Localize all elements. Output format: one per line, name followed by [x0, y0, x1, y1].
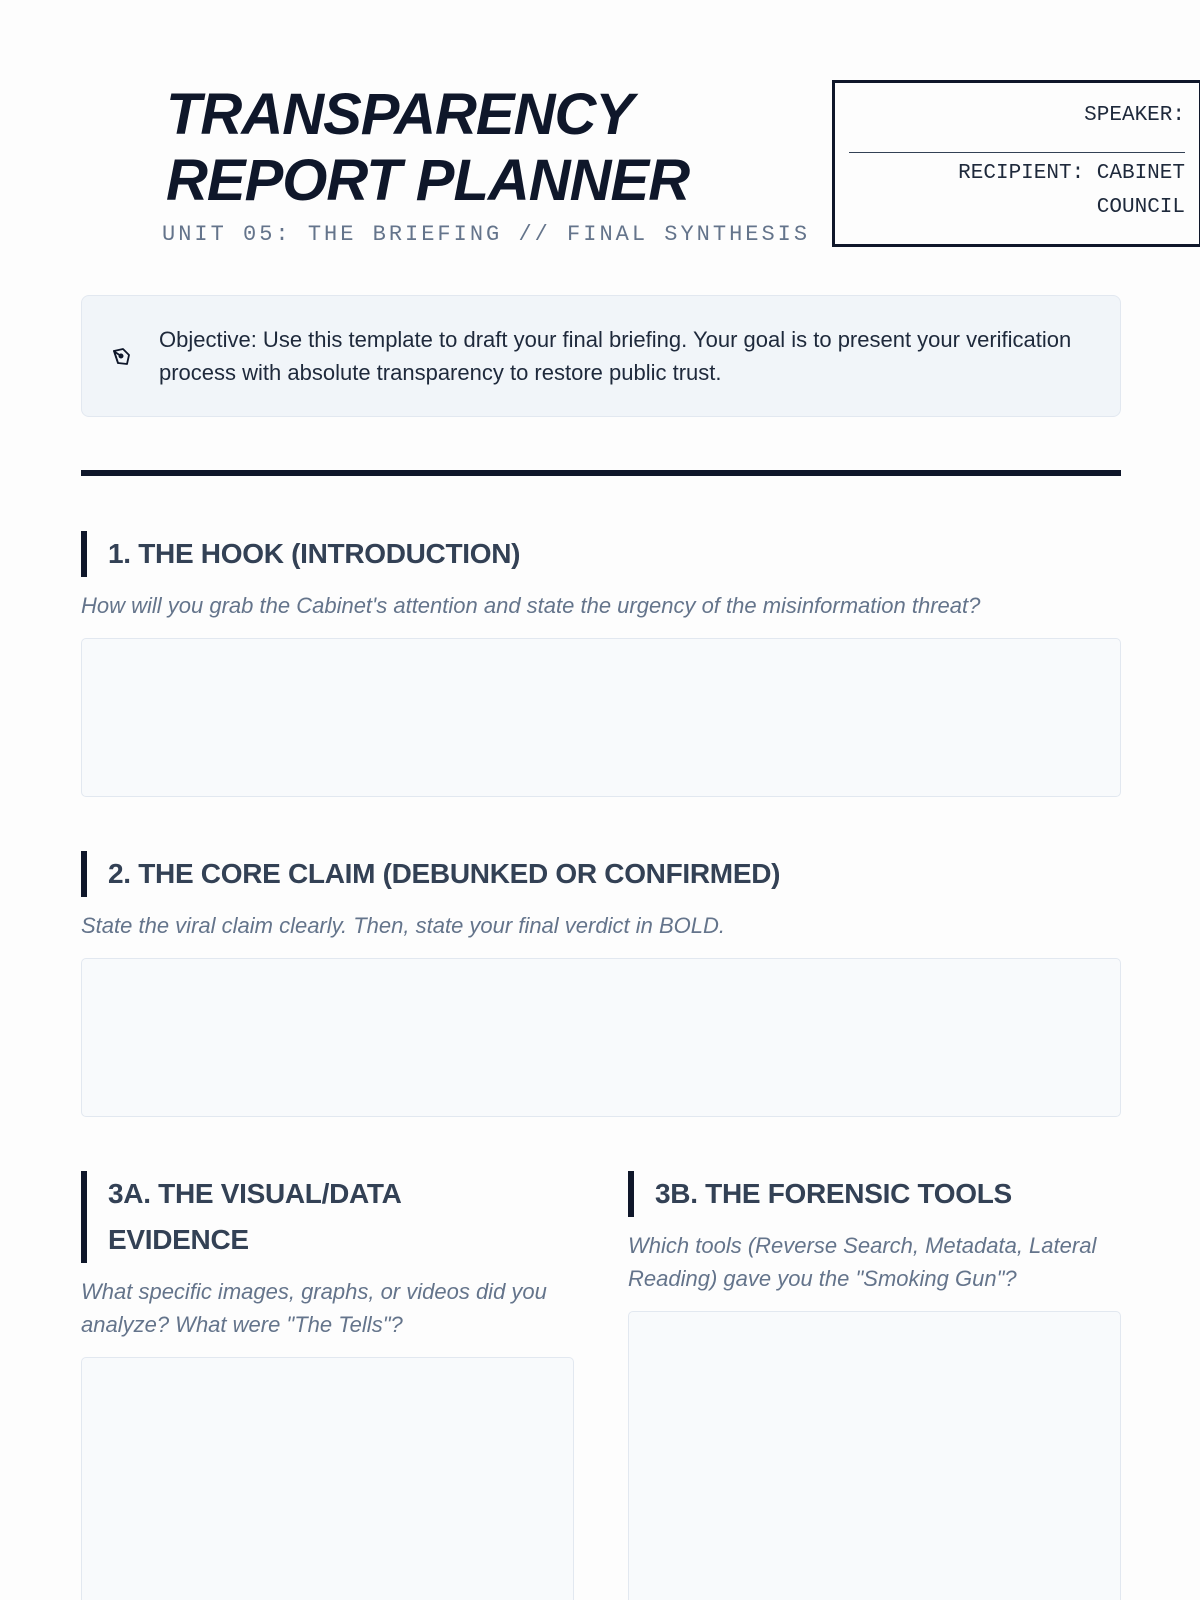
page-title	[166, 82, 806, 214]
unit-subtitle: UNIT 05: THE BRIEFING // FINAL SYNTHESIS	[162, 222, 811, 247]
speaker-name-line[interactable]	[849, 133, 1185, 153]
section-heading: 3B. THE FORENSIC TOOLS	[628, 1171, 1121, 1217]
title-line-1: TRANSPARENCY	[166, 82, 634, 147]
section-hook	[81, 531, 1121, 797]
section-prompt: Which tools (Reverse Search, Metadata, Lateral Reading) gave you the "Smoking Gun"?	[628, 1233, 1097, 1291]
section-prompt: How will you grab the Cabinet's attention and state the urgency of the misinformation threat?	[81, 593, 981, 618]
speaker-recipient-box	[832, 80, 1200, 247]
section-divider	[81, 470, 1121, 476]
forensic-tools-answer-field[interactable]	[628, 1311, 1121, 1600]
section-visual-evidence	[81, 1171, 574, 1600]
section-prompt: What specific images, graphs, or videos did you analyze? What were "The Tells"?	[81, 1279, 547, 1337]
recipient-line-1: RECIPIENT: CABINET	[958, 162, 1185, 185]
objective-text: Objective: Use this template to draft your final briefing. Your goal is to present your verification process with absolute transparency to restore public trust.	[159, 327, 1072, 385]
section-core-claim	[81, 851, 1121, 1117]
section-heading: 2. THE CORE CLAIM (DEBUNKED OR CONFIRMED)	[81, 851, 1121, 897]
visual-evidence-answer-field[interactable]	[81, 1357, 574, 1600]
section-forensic-tools	[628, 1171, 1121, 1600]
title-line-2: REPORT PLANNER	[166, 148, 690, 213]
section-prompt: State the viral claim clearly. Then, state your final verdict in BOLD.	[81, 913, 725, 938]
section-heading: 3A. THE VISUAL/DATA EVIDENCE	[81, 1171, 574, 1263]
section-heading: 1. THE HOOK (INTRODUCTION)	[81, 531, 1121, 577]
recipient-line-2: COUNCIL	[1096, 196, 1185, 219]
header	[81, 0, 1185, 260]
pen-icon	[110, 344, 134, 368]
core-claim-answer-field[interactable]	[81, 958, 1121, 1117]
speaker-label: SPEAKER:	[1084, 104, 1185, 127]
hook-answer-field[interactable]	[81, 638, 1121, 797]
objective-callout	[81, 295, 1121, 417]
